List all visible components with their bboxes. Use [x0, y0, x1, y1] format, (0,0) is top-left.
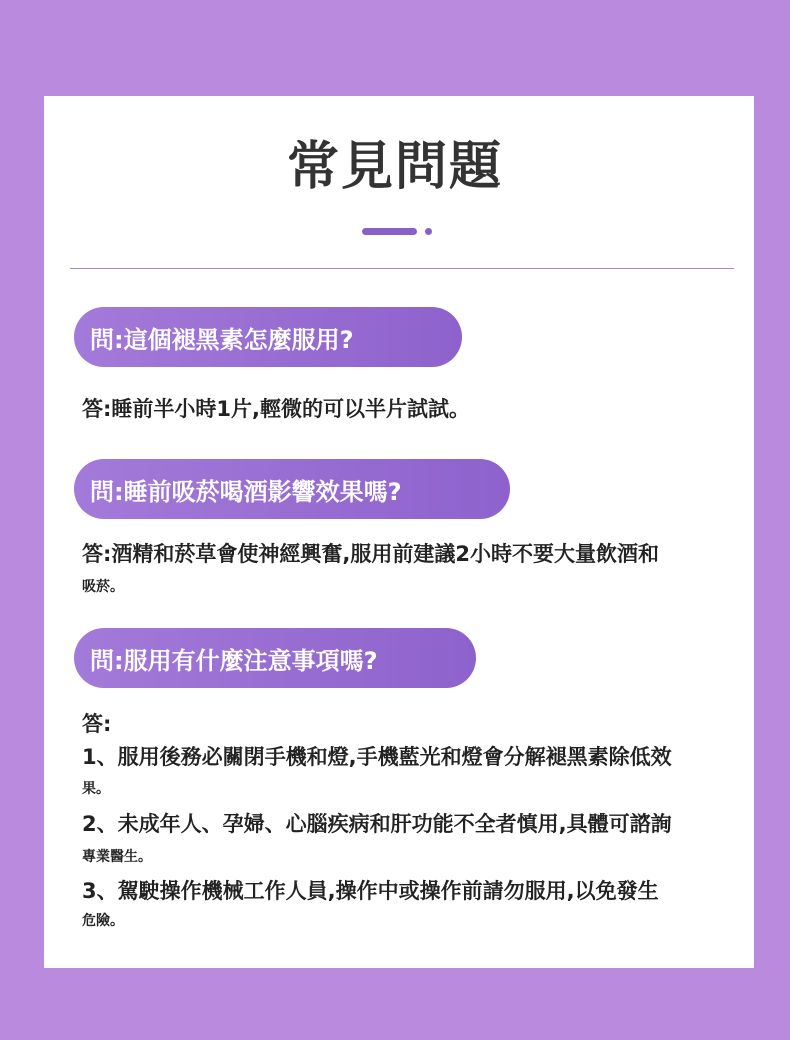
title-underline-bar	[362, 228, 417, 235]
answer-3-item-2-line-2: 專業醫生。	[82, 849, 152, 865]
answer-3-item-1-line-2: 果。	[82, 781, 110, 797]
question-pill-2	[74, 459, 510, 519]
answer-3-item-3-line-1: 3、駕駛操作機械工作人員,操作中或操作前請勿服用,以免發生	[82, 879, 659, 903]
page-title: 常見問題	[286, 137, 503, 197]
title-underline-dot	[425, 228, 432, 235]
answer-2-line-2: 吸菸。	[82, 579, 124, 595]
answer-2-line-1: 答:酒精和菸草會使神經興奮,服用前建議2小時不要大量飲酒和	[82, 542, 659, 566]
answer-1-text: 答:睡前半小時1片,輕微的可以半片試試。	[82, 397, 470, 421]
question-1-text: 問:這個褪黑素怎麼服用?	[90, 325, 354, 354]
answer-3-item-3-line-2: 危險。	[82, 913, 124, 929]
answer-3-item-1-line-1: 1、服用後務必關閉手機和燈,手機藍光和燈會分解褪黑素除低效	[82, 745, 672, 769]
divider	[70, 268, 734, 269]
answer-3-heading: 答:	[82, 712, 112, 736]
question-pill-3	[74, 628, 476, 688]
answer-3-item-2-line-1: 2、未成年人、孕婦、心腦疾病和肝功能不全者慎用,具體可諮詢	[82, 812, 672, 836]
question-pill-1	[74, 307, 462, 367]
question-3-text: 問:服用有什麼注意事項嗎?	[90, 646, 378, 675]
question-2-text: 問:睡前吸菸喝酒影響效果嗎?	[90, 477, 402, 506]
